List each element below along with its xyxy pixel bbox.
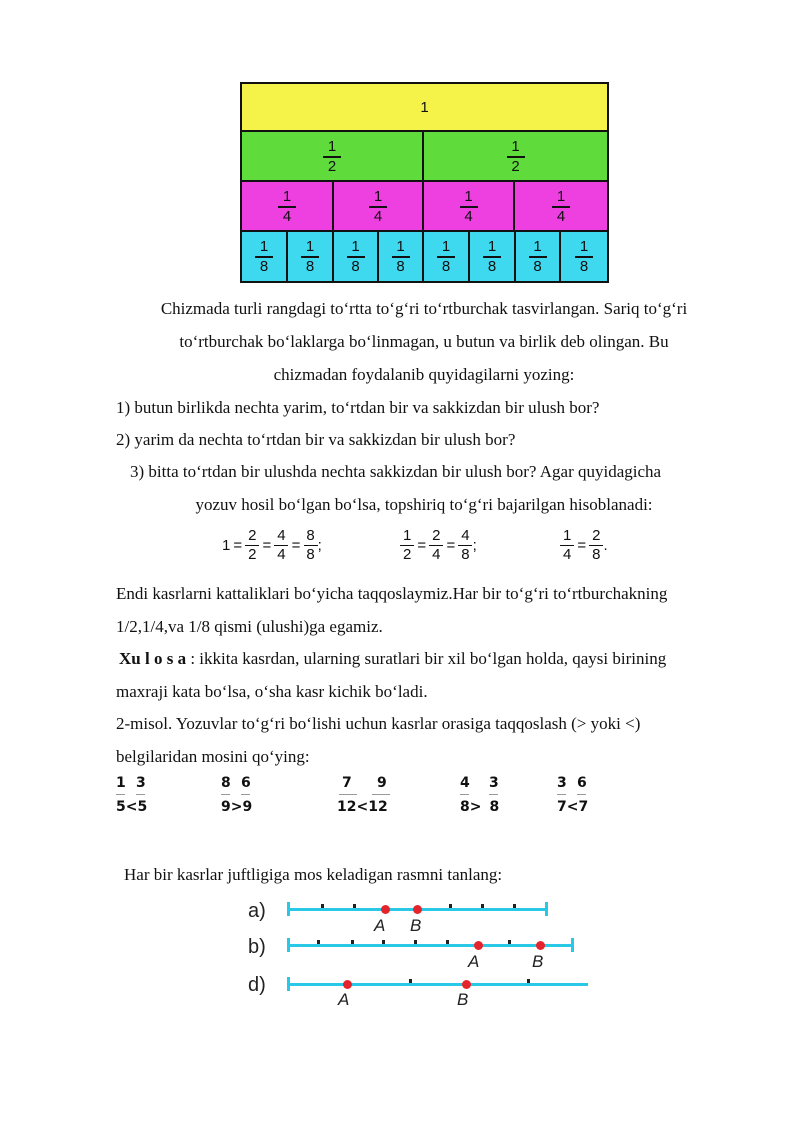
axis-line [288,983,588,986]
wall-cell-quarter: $\frac{1}{4}$ [334,182,424,232]
point-a-dot [343,980,352,989]
axis-tick [449,904,452,908]
eq-tail: ; [317,536,322,554]
point-a-dot [381,905,390,914]
comparison-1: 1 3 5<5 [116,775,148,815]
question-3-line-1: 3) bitta to‘rtdan bir ulushda nechta sakkizdan bir ulush bor? Agar quyidagicha [130,462,662,481]
comparison-5: 3 6 7<7 [557,775,589,815]
wall-cell-eighth: $\frac{1}{8}$ [516,232,561,281]
body-line-1: Endi kasrlarni kattaliklari bo‘yicha taqqoslaymiz.Har bir to‘g‘ri to‘rtburchakning [116,584,668,603]
eq-one: 1 [222,536,231,554]
axis-tick [321,904,324,908]
axis-tick [351,940,354,944]
option-label: a) [248,900,266,922]
comparison-3: 7 9 12<12 [337,776,388,814]
axis-line [288,944,574,947]
axis-tick [513,904,516,908]
wall-row-eighths [242,232,607,281]
body-line-6: belgilaridan mosini qo‘ying: [116,747,310,766]
wall-cell-eighth: $\frac{1}{8}$ [334,232,379,281]
axis-tick [382,940,385,944]
axis-end-tick [571,938,574,952]
point-a-label: A [374,916,386,935]
conclusion [119,648,666,670]
eq-sign: = [233,536,243,554]
eq-sign: = [417,536,427,554]
axis-tick [409,979,412,983]
wall-cell-eighth: $\frac{1}{8}$ [379,232,424,281]
eq-fraction: $\frac{2}{8}$ [589,528,603,562]
body-line-4: maxraji kata bo‘lsa, o‘sha kasr kichik bo‘ladi. [116,682,428,701]
eq-tail: . [603,536,608,554]
wall-cell-eighth: $\frac{1}{8}$ [242,232,288,281]
wall-cell-whole: 1 [242,84,607,132]
comparison-2: 8 6 9>9 [221,775,253,815]
axis-end-tick [287,938,290,952]
eq-fraction: $\frac{4}{4}$ [274,528,288,562]
axis-tick [353,904,356,908]
axis-tick [527,979,530,983]
eq-sign: = [262,536,272,554]
body-line-2: 1/2,1/4,va 1/8 qismi (ulushi)ga egamiz. [116,617,383,636]
wall-row-halves [242,132,607,182]
wall-cell-quarter: $\frac{1}{4}$ [515,182,607,232]
eq-fraction: $\frac{2}{4}$ [429,528,443,562]
eq-fraction: $\frac{2}{2}$ [245,528,259,562]
point-b-dot [462,980,471,989]
intro-line-3: chizmadan foydalanib quyidagilarni yozing: [273,365,575,384]
wall-cell-quarter: $\frac{1}{4}$ [424,182,515,232]
eq-fraction: $\frac{1}{4}$ [560,528,574,562]
axis-end-tick [545,902,548,916]
wall-cell-eighth: $\frac{1}{8}$ [470,232,516,281]
eq-tail: ; [472,536,477,554]
question-3-line-2: yozuv hosil bo‘lgan bo‘lsa, topshiriq to‘g‘ri bajarilgan hisoblanadi: [195,495,653,514]
axis-end-tick [287,977,290,991]
body-line-5: 2-misol. Yozuvlar to‘g‘ri bo‘lishi uchun kasrlar orasiga taqqoslash (> yoki <) [116,714,641,733]
fraction-wall [240,82,609,283]
point-b-label: B [410,916,422,935]
question-1: 1) butun birlikda nechta yarim, to‘rtdan bir va sakkizdan bir ulush bor? [116,398,600,417]
point-b-dot [536,941,545,950]
eq-fraction: $\frac{8}{8}$ [303,528,317,562]
wall-cell-half: $\frac{1}{2}$ [242,132,424,182]
question-2: 2) yarim da nechta to‘rtdan bir va sakkizdan bir ulush bor? [116,430,516,449]
wall-cell-half: $\frac{1}{2}$ [424,132,607,182]
wall-cell-eighth: $\frac{1}{8}$ [288,232,334,281]
option-label: b) [248,936,266,958]
conclusion-text: : ikkita kasrdan, ularning suratlari bir xil bo‘lgan holda, qaysi birining [186,649,667,668]
equation-1 [222,528,322,562]
intro-line-2: to‘rtburchak bo‘laklarga bo‘linmagan, u butun va birlik deb olingan. Bu [179,332,669,351]
wall-cell-eighth: $\frac{1}{8}$ [561,232,607,281]
eq-fraction: $\frac{4}{8}$ [458,528,472,562]
axis-end-tick [287,902,290,916]
point-b-label: B [532,952,544,971]
eq-fraction: $\frac{1}{2}$ [400,528,414,562]
equation-2 [400,528,477,562]
point-b-label: B [457,990,469,1009]
wall-cell-eighth: $\frac{1}{8}$ [424,232,470,281]
comparison-4: 4 3 8> 8 [460,775,500,815]
wall-row-quarters [242,182,607,232]
option-label: d) [248,974,266,996]
equation-3 [560,528,608,562]
point-a-dot [474,941,483,950]
point-a-label: A [468,952,480,971]
point-b-dot [413,905,422,914]
axis-tick [317,940,320,944]
wall-row-whole [242,84,607,132]
eq-sign: = [291,536,301,554]
point-a-label: A [338,990,350,1009]
axis-tick [446,940,449,944]
axis-tick [414,940,417,944]
eq-sign: = [446,536,456,554]
wall-cell-quarter: $\frac{1}{4}$ [242,182,334,232]
axis-tick [508,940,511,944]
eq-sign: = [577,536,587,554]
task-text: Har bir kasrlar juftligiga mos keladigan rasmni tanlang: [124,865,503,884]
conclusion-label: Xu l o s a [119,649,187,668]
intro-line-1: Chizmada turli rangdagi to‘rtta to‘g‘ri to‘rtburchak tasvirlangan. Sariq to‘g‘ri [160,299,688,318]
axis-tick [481,904,484,908]
